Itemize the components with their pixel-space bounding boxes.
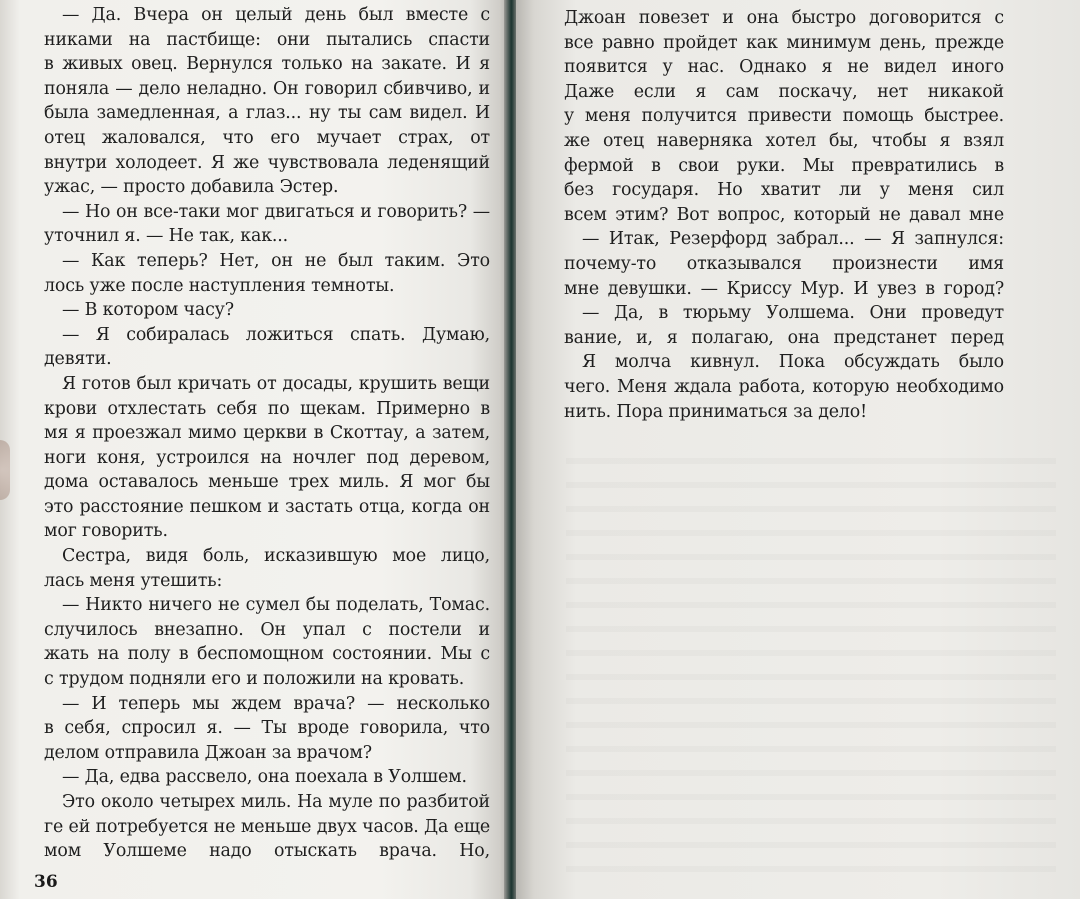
text-line: — И теперь мы ждем врача? — несколько xyxy=(62,693,490,714)
text-line: жать на полу в беспомощном состоянии. Мы с xyxy=(44,644,490,665)
text-line: — Но он все-таки мог двигаться и говорить? — xyxy=(62,201,490,222)
text-line: была замедленная, а глаз... ну ты сам видел. И xyxy=(44,103,490,124)
text-line: случилось внезапно. Он упал с постели и xyxy=(44,619,490,640)
text-line: — Как теперь? Нет, он не был таким. Это xyxy=(62,250,490,271)
text-line: никами на пастбище: они пытались спасти xyxy=(44,29,490,50)
text-line: Я готов был кричать от досады, крушить вещи xyxy=(62,373,490,394)
text-line: мог говорить. xyxy=(44,521,168,542)
finger-shadow xyxy=(0,440,10,500)
text-line: Я молча кивнул. Пока обсуждать было xyxy=(582,352,1004,373)
text-line: отец жаловался, что его мучает страх, от xyxy=(44,127,490,148)
text-line: — Итак, Резерфорд забрал... — Я запнулся: xyxy=(582,229,1004,250)
text-line: лось уже после наступления темноты. xyxy=(44,275,395,296)
text-line: ге ей потребуется не меньше двух часов. Да еще xyxy=(44,816,490,837)
text-line: мя я проезжал мимо церкви в Скоттау, а затем, xyxy=(44,423,490,444)
right-page-text xyxy=(564,6,1004,424)
text-line: Сестра, видя боль, исказившую мое лицо, xyxy=(62,546,490,567)
show-through-text xyxy=(566,440,1056,880)
page-number: 36 xyxy=(34,872,58,892)
text-line: появится у нас. Однако я не видел иного xyxy=(564,57,1004,78)
left-page xyxy=(0,0,506,899)
text-line: это расстояние пешком и застать отца, когда он xyxy=(44,496,490,517)
text-line: с трудом подняли его и положили на кровать. xyxy=(44,669,465,690)
text-line: всем этим? Вот вопрос, который не давал мне xyxy=(564,204,1004,225)
text-line: в живых овец. Вернулся только на закате. И я xyxy=(44,54,490,75)
text-line: нить. Пора приниматься за дело! xyxy=(564,401,867,422)
text-line: — Да. Вчера он целый день был вместе с xyxy=(62,5,490,25)
text-line: поняла — дело неладно. Он говорил сбивчиво, и xyxy=(44,78,490,99)
text-line: без государя. Но хватит ли у меня сил xyxy=(564,180,1004,201)
text-line: почему-то отказывался произнести имя xyxy=(564,253,1004,274)
text-line: чего. Меня ждала работа, которую необходимо xyxy=(564,376,1004,397)
text-line: Это около четырех миль. На муле по разбитой xyxy=(62,792,490,812)
text-line: — Да, едва рассвело, она поехала в Уолшем. xyxy=(62,767,467,788)
text-line: фермой в свои руки. Мы превратились в xyxy=(564,155,1004,176)
text-line: крови отхлестать себя по щекам. Примерно в xyxy=(44,398,490,419)
text-line: вание, и, я полагаю, она предстанет перед xyxy=(564,327,1004,348)
text-line: девяти. xyxy=(44,349,112,370)
text-line: ужас, — просто добавила Эстер. xyxy=(44,177,339,198)
text-line: — Никто ничего не сумел бы поделать, Томас. xyxy=(62,595,490,616)
text-line: все равно пройдет как минимум день, прежде xyxy=(564,32,1004,53)
text-line: — В котором часу? xyxy=(62,300,234,321)
text-line: Даже если я сам поскачу, нет никакой xyxy=(564,81,1004,102)
text-line: мне девушки. — Криссу Мур. И увез в город? xyxy=(564,278,1004,299)
text-line: Джоан повезет и она быстро договорится с xyxy=(564,8,1004,28)
text-line: дома оставалось меньше трех миль. Я мог бы xyxy=(44,472,490,493)
text-line: у меня получится привести помощь быстрее. xyxy=(564,106,1004,127)
text-line: внутри холодеет. Я же чувствовала леденящий xyxy=(44,152,490,173)
text-line: ноги коня, устроился на ночлег под деревом, xyxy=(44,447,490,468)
text-line: лась меня утешить: xyxy=(44,570,223,591)
text-line: — Да, в тюрьму Уолшема. Они проведут xyxy=(582,303,1004,324)
left-page-text xyxy=(44,3,490,864)
text-line: мом Уолшеме надо отыскать врача. Но, xyxy=(44,841,490,862)
right-page xyxy=(516,0,1080,899)
text-line: уточнил я. — Не так, как... xyxy=(44,226,289,247)
text-line: в себя, спросил я. — Ты вроде говорила, что xyxy=(44,718,490,739)
text-line: делом отправила Джоан за врачом? xyxy=(44,742,372,763)
text-line: — Я собиралась ложиться спать. Думаю, xyxy=(62,324,490,345)
text-line: же отец наверняка хотел бы, чтобы я взял xyxy=(564,130,1004,151)
